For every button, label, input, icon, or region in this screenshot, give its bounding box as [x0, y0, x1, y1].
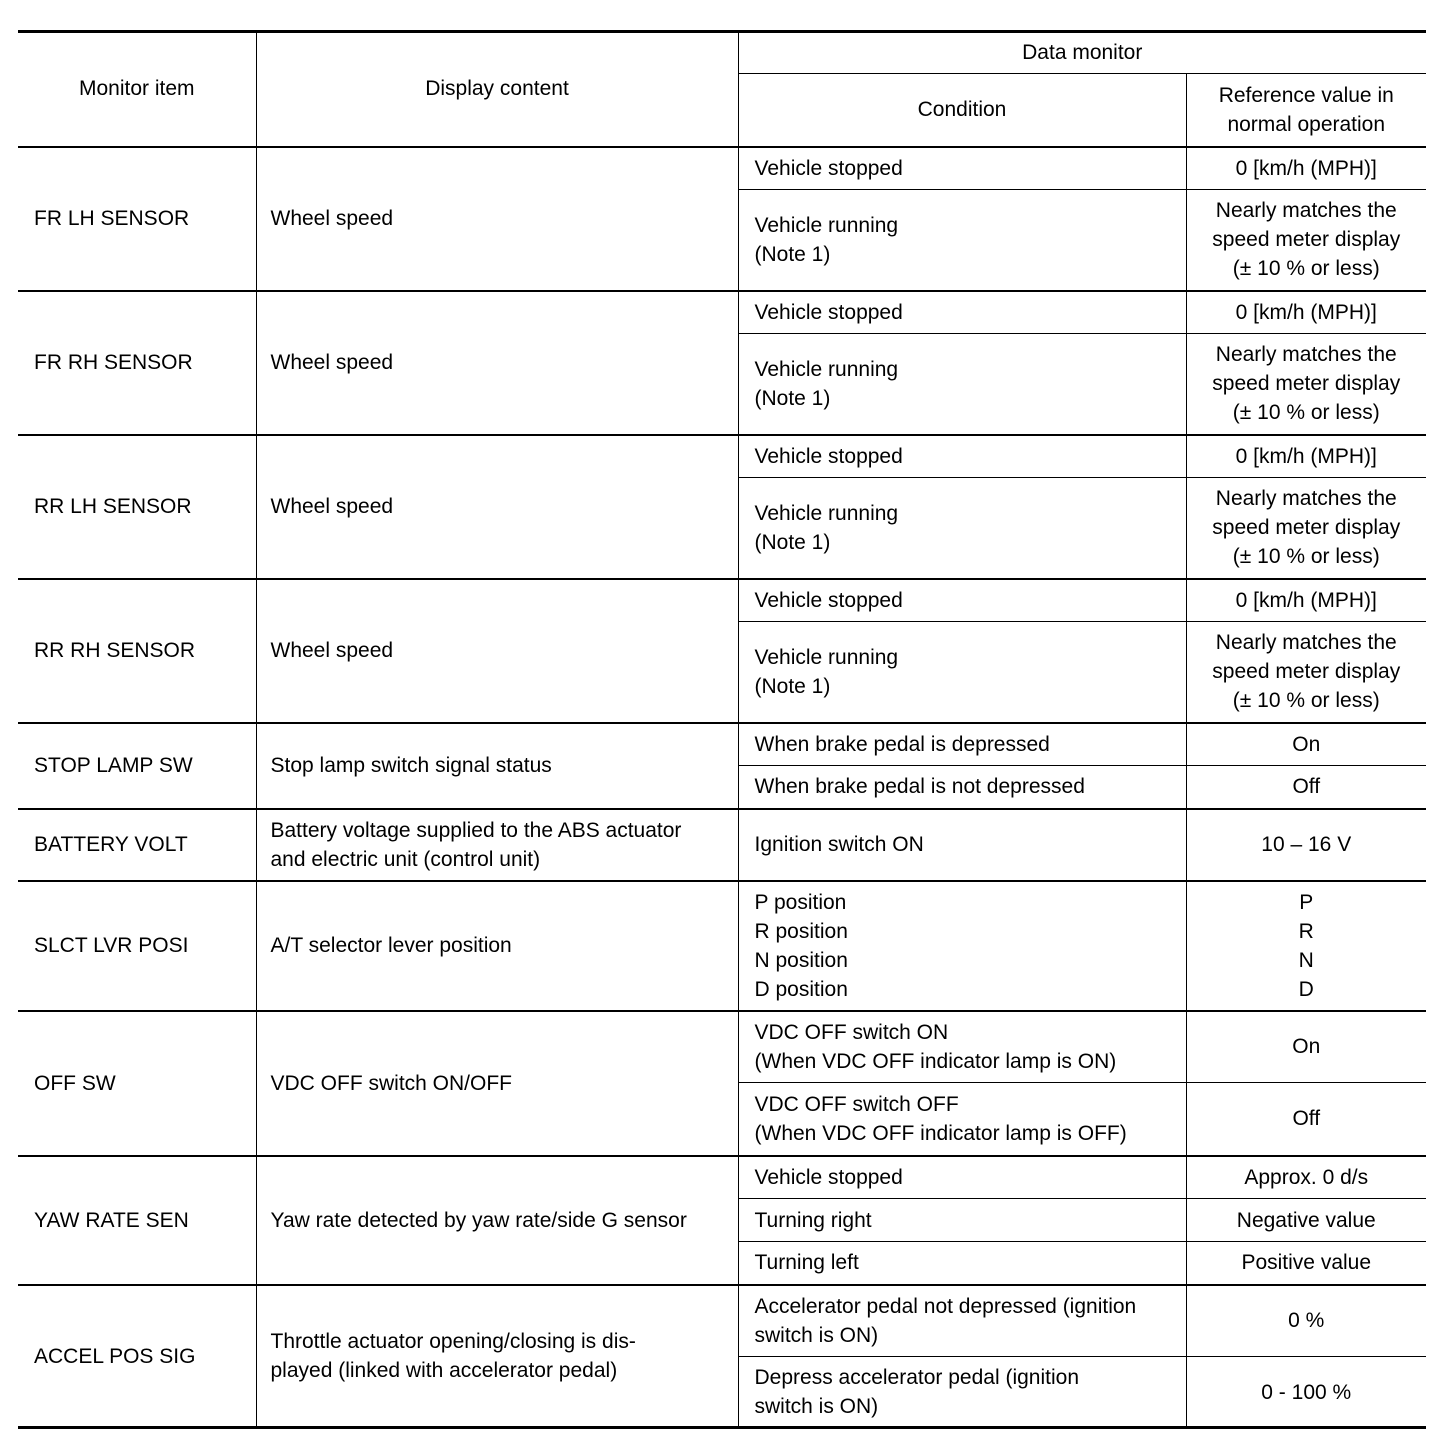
condition-cell: Accelerator pedal not depressed (ignition switch is ON) [738, 1285, 1186, 1357]
data-monitor-table [18, 30, 1426, 1428]
reference-value-cell: Off [1186, 1083, 1426, 1156]
monitor-item-cell: FR RH SENSOR [18, 291, 256, 435]
display-content-cell: Stop lamp switch signal status [256, 723, 738, 809]
condition-cell: P position R position N position D position [738, 881, 1186, 1011]
header-data-monitor: Data monitor [738, 31, 1426, 74]
display-content-cell: Battery voltage supplied to the ABS actuator and electric unit (control unit) [256, 809, 738, 881]
monitor-item-cell: RR RH SENSOR [18, 579, 256, 723]
condition-cell: Vehicle stopped [738, 1156, 1186, 1199]
condition-cell: When brake pedal is depressed [738, 723, 1186, 766]
condition-cell: Vehicle running (Note 1) [738, 478, 1186, 579]
reference-value-cell: On [1186, 1011, 1426, 1083]
reference-value-cell: 0 [km/h (MPH)] [1186, 579, 1426, 622]
reference-value-cell: Nearly matches the speed meter display (± 10 % or less) [1186, 622, 1426, 723]
display-content-cell: Wheel speed [256, 291, 738, 435]
display-content-cell: Wheel speed [256, 147, 738, 291]
reference-value-cell: P R N D [1186, 881, 1426, 1011]
condition-cell: Turning right [738, 1199, 1186, 1242]
table-row [18, 435, 1426, 478]
table-row [18, 723, 1426, 766]
reference-value-cell: On [1186, 723, 1426, 766]
reference-value-cell: 0 [km/h (MPH)] [1186, 291, 1426, 334]
header-display-content: Display content [256, 31, 738, 147]
condition-cell: Vehicle stopped [738, 147, 1186, 190]
table-body [18, 147, 1426, 1428]
table-header [18, 31, 1426, 147]
table-row [18, 291, 1426, 334]
data-monitor-table-wrapper [18, 30, 1426, 1428]
reference-value-cell: 0 [km/h (MPH)] [1186, 435, 1426, 478]
monitor-item-cell: BATTERY VOLT [18, 809, 256, 881]
condition-cell: Vehicle stopped [738, 435, 1186, 478]
reference-value-cell: Nearly matches the speed meter display (± 10 % or less) [1186, 478, 1426, 579]
condition-cell: VDC OFF switch OFF (When VDC OFF indicator lamp is OFF) [738, 1083, 1186, 1156]
condition-cell: Vehicle running (Note 1) [738, 190, 1186, 291]
reference-value-cell: Off [1186, 766, 1426, 809]
monitor-item-cell: YAW RATE SEN [18, 1156, 256, 1285]
condition-cell: Vehicle stopped [738, 291, 1186, 334]
header-condition: Condition [738, 74, 1186, 147]
monitor-item-cell: FR LH SENSOR [18, 147, 256, 291]
display-content-cell: Wheel speed [256, 435, 738, 579]
monitor-item-cell: ACCEL POS SIG [18, 1285, 256, 1428]
condition-cell: Vehicle stopped [738, 579, 1186, 622]
reference-value-cell: Positive value [1186, 1242, 1426, 1285]
reference-value-cell: 0 % [1186, 1285, 1426, 1357]
display-content-cell: VDC OFF switch ON/OFF [256, 1011, 738, 1156]
condition-cell: VDC OFF switch ON (When VDC OFF indicator lamp is ON) [738, 1011, 1186, 1083]
table-row [18, 1011, 1426, 1083]
reference-value-cell: Approx. 0 d/s [1186, 1156, 1426, 1199]
monitor-item-cell: RR LH SENSOR [18, 435, 256, 579]
table-row [18, 1285, 1426, 1357]
display-content-cell: Throttle actuator opening/closing is dis- played (linked with accelerator pedal) [256, 1285, 738, 1428]
reference-value-cell: 0 [km/h (MPH)] [1186, 147, 1426, 190]
table-row [18, 881, 1426, 1011]
display-content-cell: A/T selector lever position [256, 881, 738, 1011]
table-row [18, 579, 1426, 622]
table-row [18, 809, 1426, 881]
condition-cell: Turning left [738, 1242, 1186, 1285]
reference-value-cell: 10 – 16 V [1186, 809, 1426, 881]
reference-value-cell: 0 - 100 % [1186, 1357, 1426, 1428]
condition-cell: Vehicle running (Note 1) [738, 334, 1186, 435]
monitor-item-cell: STOP LAMP SW [18, 723, 256, 809]
table-row [18, 1156, 1426, 1199]
reference-value-cell: Nearly matches the speed meter display (± 10 % or less) [1186, 334, 1426, 435]
condition-cell: Depress accelerator pedal (ignition switch is ON) [738, 1357, 1186, 1428]
display-content-cell: Yaw rate detected by yaw rate/side G sensor [256, 1156, 738, 1285]
condition-cell: Vehicle running (Note 1) [738, 622, 1186, 723]
condition-cell: When brake pedal is not depressed [738, 766, 1186, 809]
reference-value-cell: Nearly matches the speed meter display (± 10 % or less) [1186, 190, 1426, 291]
table-row [18, 147, 1426, 190]
header-monitor-item: Monitor item [18, 31, 256, 147]
table-bottom-rule [18, 1426, 1426, 1429]
header-reference-value: Reference value in normal operation [1186, 74, 1426, 147]
monitor-item-cell: OFF SW [18, 1011, 256, 1156]
reference-value-cell: Negative value [1186, 1199, 1426, 1242]
condition-cell: Ignition switch ON [738, 809, 1186, 881]
display-content-cell: Wheel speed [256, 579, 738, 723]
monitor-item-cell: SLCT LVR POSI [18, 881, 256, 1011]
